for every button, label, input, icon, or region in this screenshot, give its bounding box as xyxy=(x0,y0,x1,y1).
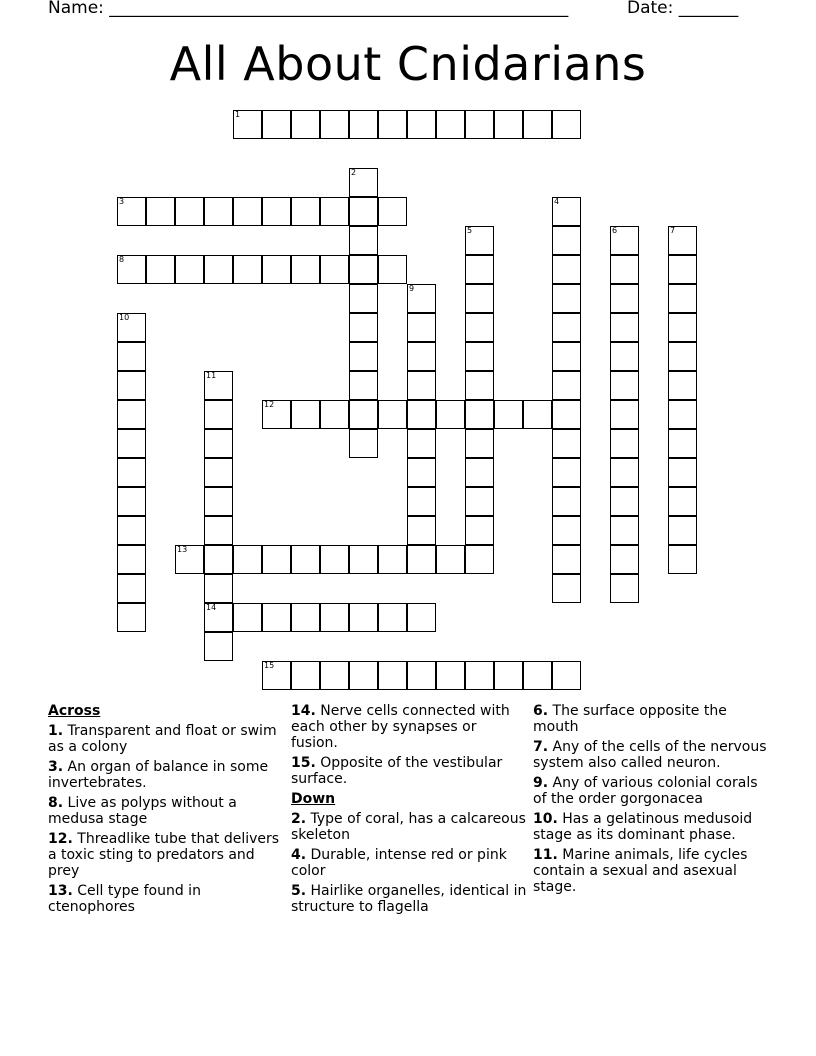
grid-cell[interactable] xyxy=(204,603,233,632)
grid-cell[interactable] xyxy=(552,516,581,545)
grid-cell[interactable] xyxy=(378,545,407,574)
grid-cell[interactable] xyxy=(668,458,697,487)
grid-cell[interactable] xyxy=(204,400,233,429)
across-heading: Across xyxy=(48,703,101,719)
grid-cell[interactable] xyxy=(262,545,291,574)
grid-cell[interactable] xyxy=(494,400,523,429)
grid-cell[interactable] xyxy=(552,371,581,400)
grid-cell[interactable] xyxy=(436,110,465,139)
grid-cell[interactable] xyxy=(552,458,581,487)
grid-cell[interactable] xyxy=(523,400,552,429)
grid-cell[interactable] xyxy=(523,661,552,690)
grid-cell[interactable] xyxy=(291,661,320,690)
grid-cell[interactable] xyxy=(668,371,697,400)
grid-cell[interactable] xyxy=(610,429,639,458)
grid-cell[interactable] xyxy=(610,487,639,516)
clue-number: 4 xyxy=(554,197,560,206)
clues-column-1 xyxy=(48,703,280,919)
grid-cell[interactable] xyxy=(610,574,639,603)
clue-down-2: 2. Type of coral, has a calcareous skeleton xyxy=(291,811,526,843)
grid-cell[interactable] xyxy=(117,429,146,458)
grid-cell[interactable] xyxy=(320,545,349,574)
grid-cell[interactable] xyxy=(407,603,436,632)
clue-number: 13 xyxy=(177,545,188,554)
grid-cell[interactable] xyxy=(117,255,146,284)
clue-number: 8 xyxy=(119,255,125,264)
grid-cell[interactable] xyxy=(552,661,581,690)
grid-cell[interactable] xyxy=(378,110,407,139)
grid-cell[interactable] xyxy=(117,603,146,632)
grid-cell[interactable] xyxy=(204,197,233,226)
grid-cell[interactable] xyxy=(668,226,697,255)
grid-cell[interactable] xyxy=(320,110,349,139)
grid-cell[interactable] xyxy=(204,574,233,603)
grid-cell[interactable] xyxy=(407,400,436,429)
grid-cell[interactable] xyxy=(349,284,378,313)
grid-cell[interactable] xyxy=(552,255,581,284)
grid-cell[interactable] xyxy=(262,110,291,139)
clues-column-2 xyxy=(291,703,527,919)
clue-across-3: 3. An organ of balance in some invertebrates. xyxy=(48,759,269,791)
clue-down-5: 5. Hairlike organelles, identical in structure to flagella xyxy=(291,883,527,915)
grid-cell[interactable] xyxy=(378,255,407,284)
grid-cell[interactable] xyxy=(407,487,436,516)
grid-cell[interactable] xyxy=(320,661,349,690)
grid-cell[interactable] xyxy=(204,458,233,487)
clue-down-4: 4. Durable, intense red or pink color xyxy=(291,847,507,879)
grid-cell[interactable] xyxy=(291,197,320,226)
grid-cell[interactable] xyxy=(610,284,639,313)
grid-cell[interactable] xyxy=(552,226,581,255)
grid-cell[interactable] xyxy=(552,110,581,139)
grid-cell[interactable] xyxy=(378,197,407,226)
grid-cell[interactable] xyxy=(204,632,233,661)
grid-cell[interactable] xyxy=(233,255,262,284)
grid-cell[interactable] xyxy=(320,197,349,226)
grid-cell[interactable] xyxy=(465,458,494,487)
grid-cell[interactable] xyxy=(668,487,697,516)
grid-cell[interactable] xyxy=(465,284,494,313)
grid-cell[interactable] xyxy=(349,371,378,400)
grid-cell[interactable] xyxy=(262,661,291,690)
grid-cell[interactable] xyxy=(407,313,436,342)
grid-cell[interactable] xyxy=(349,603,378,632)
grid-cell[interactable] xyxy=(668,516,697,545)
grid-cell[interactable] xyxy=(668,342,697,371)
clue-number: 15 xyxy=(264,661,275,670)
grid-cell[interactable] xyxy=(407,371,436,400)
grid-cell[interactable] xyxy=(436,661,465,690)
grid-cell[interactable] xyxy=(668,545,697,574)
grid-cell[interactable] xyxy=(204,487,233,516)
page-title: All About Cnidarians xyxy=(169,37,647,91)
grid-cell[interactable] xyxy=(436,545,465,574)
grid-cell[interactable] xyxy=(465,342,494,371)
clue-number: 10 xyxy=(119,313,130,322)
grid-cell[interactable] xyxy=(262,400,291,429)
grid-cell[interactable] xyxy=(610,458,639,487)
grid-cell[interactable] xyxy=(262,197,291,226)
grid-cell[interactable] xyxy=(465,516,494,545)
grid-cell[interactable] xyxy=(552,400,581,429)
grid-cell[interactable] xyxy=(117,197,146,226)
down-heading: Down xyxy=(291,791,336,807)
grid-cell[interactable] xyxy=(204,545,233,574)
grid-cell[interactable] xyxy=(668,429,697,458)
grid-cell[interactable] xyxy=(349,168,378,197)
grid-cell[interactable] xyxy=(465,429,494,458)
grid-cell[interactable] xyxy=(407,342,436,371)
grid-cell[interactable] xyxy=(668,284,697,313)
grid-cell[interactable] xyxy=(320,603,349,632)
grid-cell[interactable] xyxy=(610,255,639,284)
grid-cell[interactable] xyxy=(233,603,262,632)
clue-across-14: 14. Nerve cells connected with each other by synapses or fusion. xyxy=(291,703,510,751)
grid-cell[interactable] xyxy=(465,313,494,342)
grid-cell[interactable] xyxy=(610,400,639,429)
grid-cell[interactable] xyxy=(610,342,639,371)
grid-cell[interactable] xyxy=(291,400,320,429)
grid-cell[interactable] xyxy=(552,487,581,516)
grid-cell[interactable] xyxy=(117,516,146,545)
grid-cell[interactable] xyxy=(262,255,291,284)
grid-cell[interactable] xyxy=(552,545,581,574)
grid-cell[interactable] xyxy=(610,371,639,400)
clue-number: 7 xyxy=(670,226,676,235)
grid-cell[interactable] xyxy=(291,110,320,139)
grid-cell[interactable] xyxy=(204,255,233,284)
grid-cell[interactable] xyxy=(117,342,146,371)
clue-number: 9 xyxy=(409,284,415,293)
grid-cell[interactable] xyxy=(291,255,320,284)
grid-cell[interactable] xyxy=(349,197,378,226)
grid-cell[interactable] xyxy=(349,255,378,284)
grid-cell[interactable] xyxy=(175,545,204,574)
grid-cell[interactable] xyxy=(378,603,407,632)
grid-cell[interactable] xyxy=(349,661,378,690)
grid-cell[interactable] xyxy=(494,110,523,139)
grid-cell[interactable] xyxy=(436,400,465,429)
grid-cell[interactable] xyxy=(204,516,233,545)
grid-cell[interactable] xyxy=(465,487,494,516)
grid-cell[interactable] xyxy=(465,371,494,400)
grid-cell[interactable] xyxy=(552,574,581,603)
grid-cell[interactable] xyxy=(233,545,262,574)
grid-cell[interactable] xyxy=(291,545,320,574)
grid-cell[interactable] xyxy=(407,429,436,458)
grid-cell[interactable] xyxy=(552,197,581,226)
clues-column-3 xyxy=(533,703,773,899)
grid-cell[interactable] xyxy=(465,661,494,690)
grid-cell[interactable] xyxy=(610,313,639,342)
grid-cell[interactable] xyxy=(378,400,407,429)
grid-cell[interactable] xyxy=(407,516,436,545)
clue-down-11: 11. Marine animals, life cycles contain a sexual and asexual stage. xyxy=(533,847,748,895)
grid-cell[interactable] xyxy=(552,342,581,371)
grid-cell[interactable] xyxy=(349,226,378,255)
name-field-label: Name: ______________________________________________________ xyxy=(48,0,569,18)
grid-cell[interactable] xyxy=(407,110,436,139)
grid-cell[interactable] xyxy=(407,458,436,487)
grid-cell[interactable] xyxy=(610,226,639,255)
grid-cell[interactable] xyxy=(175,255,204,284)
grid-cell[interactable] xyxy=(465,545,494,574)
grid-cell[interactable] xyxy=(552,313,581,342)
grid-cell[interactable] xyxy=(204,429,233,458)
grid-cell[interactable] xyxy=(668,313,697,342)
grid-cell[interactable] xyxy=(349,342,378,371)
grid-cell[interactable] xyxy=(117,458,146,487)
grid-cell[interactable] xyxy=(233,197,262,226)
grid-cell[interactable] xyxy=(465,400,494,429)
grid-cell[interactable] xyxy=(117,371,146,400)
grid-cell[interactable] xyxy=(349,313,378,342)
clue-down-10: 10. Has a gelatinous medusoid stage as its dominant phase. xyxy=(533,811,753,843)
grid-cell[interactable] xyxy=(465,255,494,284)
clue-down-9: 9. Any of various colonial corals of the order gorgonacea xyxy=(533,775,758,807)
grid-cell[interactable] xyxy=(668,400,697,429)
grid-cell[interactable] xyxy=(349,429,378,458)
grid-cell[interactable] xyxy=(407,545,436,574)
grid-cell[interactable] xyxy=(349,400,378,429)
grid-cell[interactable] xyxy=(291,603,320,632)
grid-cell[interactable] xyxy=(552,284,581,313)
grid-cell[interactable] xyxy=(349,545,378,574)
grid-cell[interactable] xyxy=(204,371,233,400)
grid-cell[interactable] xyxy=(465,226,494,255)
grid-cell[interactable] xyxy=(552,429,581,458)
clue-number: 3 xyxy=(119,197,125,206)
grid-cell[interactable] xyxy=(117,574,146,603)
clue-across-13: 13. Cell type found in ctenophores xyxy=(48,883,201,915)
grid-cell[interactable] xyxy=(320,400,349,429)
clue-down-7: 7. Any of the cells of the nervous system also called neuron. xyxy=(533,739,767,771)
grid-cell[interactable] xyxy=(117,400,146,429)
grid-cell[interactable] xyxy=(262,603,291,632)
grid-cell[interactable] xyxy=(668,255,697,284)
clue-across-8: 8. Live as polyps without a medusa stage xyxy=(48,795,237,827)
grid-cell[interactable] xyxy=(465,110,494,139)
date-field-label: Date: _______ xyxy=(627,0,739,18)
grid-cell[interactable] xyxy=(117,487,146,516)
grid-cell[interactable] xyxy=(610,545,639,574)
clue-across-12: 12. Threadlike tube that delivers a toxic sting to predators and prey xyxy=(48,831,280,879)
grid-cell[interactable] xyxy=(117,545,146,574)
clue-number: 11 xyxy=(206,371,217,380)
grid-cell[interactable] xyxy=(146,255,175,284)
clue-number: 1 xyxy=(235,110,241,119)
grid-cell[interactable] xyxy=(117,313,146,342)
clue-number: 6 xyxy=(612,226,618,235)
clue-number: 2 xyxy=(351,168,357,177)
clue-down-6: 6. The surface opposite the mouth xyxy=(533,703,727,735)
grid-cell[interactable] xyxy=(407,284,436,313)
grid-cell[interactable] xyxy=(407,661,436,690)
grid-cell[interactable] xyxy=(320,255,349,284)
clue-number: 5 xyxy=(467,226,473,235)
clue-number: 12 xyxy=(264,400,275,409)
grid-cell[interactable] xyxy=(610,516,639,545)
clue-across-1: 1. Transparent and float or swim as a colony xyxy=(48,723,277,755)
clue-number: 14 xyxy=(206,603,217,612)
grid-cell[interactable] xyxy=(349,110,378,139)
grid-cell[interactable] xyxy=(233,110,262,139)
grid-cell[interactable] xyxy=(378,661,407,690)
grid-cell[interactable] xyxy=(523,110,552,139)
grid-cell[interactable] xyxy=(494,661,523,690)
grid-cell[interactable] xyxy=(146,197,175,226)
grid-cell[interactable] xyxy=(175,197,204,226)
clue-across-15: 15. Opposite of the vestibular surface. xyxy=(291,755,503,787)
